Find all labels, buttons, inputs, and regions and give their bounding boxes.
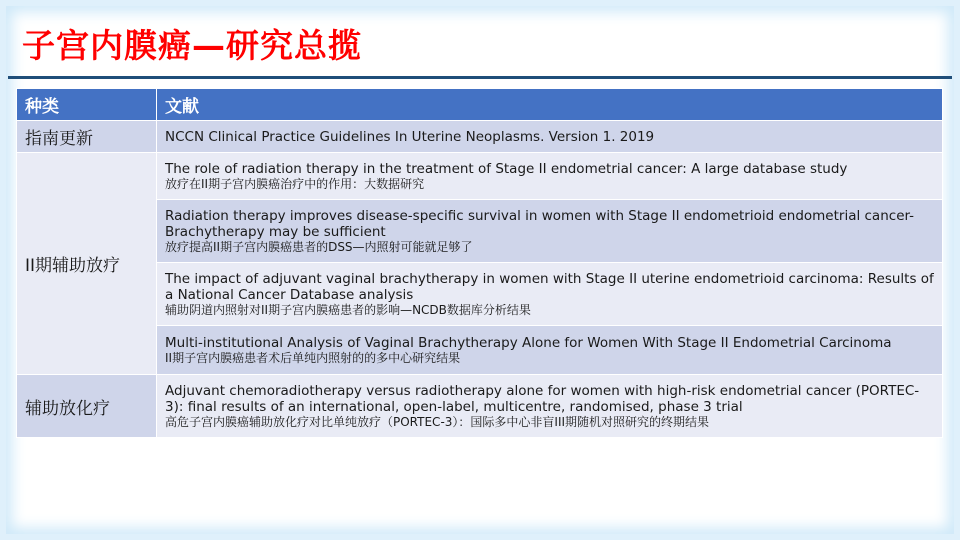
reference-title-en: NCCN Clinical Practice Guidelines In Uterine Neoplasms. Version 1. 2019: [165, 128, 655, 145]
reference-cell: [157, 263, 943, 326]
reference-title-en: Multi-institutional Analysis of Vaginal Brachytherapy Alone for Women With Stage II Endometrial Carcinoma: [165, 334, 892, 351]
header-category: 种类: [17, 89, 157, 121]
reference-title-zh: 辅助阴道内照射对II期子宫内膜癌患者的影响—NCDB数据库分析结果: [165, 302, 531, 317]
table-row: [17, 375, 943, 438]
reference-cell: [157, 121, 943, 153]
reference-title-zh: 高危子宫内膜癌辅助放化疗对比单纯放疗（PORTEC-3）：国际多中心非盲III期随机对照研究的终期结果: [165, 414, 710, 429]
category-cell: 指南更新: [17, 121, 157, 153]
table-header-row: [17, 89, 943, 121]
table-row: [17, 121, 943, 153]
reference-title-en: Radiation therapy improves disease-specific survival in women with Stage II endometrioid endometrial cancer-Brachytherapy may be sufficient: [165, 207, 915, 240]
reference-title-zh: 放疗提高II期子宫内膜癌患者的DSS—内照射可能就足够了: [165, 239, 473, 254]
reference-title-en: Adjuvant chemoradiotherapy versus radiotherapy alone for women with high-risk endometrial cancer (PORTEC-3): final results of an international, open-label, multicentre, randomised, phase 3 trial: [165, 382, 920, 415]
category-cell: II期辅助放疗: [17, 153, 157, 375]
reference-title-en: The impact of adjuvant vaginal brachytherapy in women with Stage II uterine endometrioid carcinoma: Results of a National Cancer Database analysis: [165, 270, 934, 303]
reference-title-zh: II期子宫内膜癌患者术后单纯内照射的的多中心研究结果: [165, 350, 461, 365]
title-underline: [8, 76, 952, 79]
category-cell: 辅助放化疗: [17, 375, 157, 438]
reference-title-en: The role of radiation therapy in the treatment of Stage II endometrial cancer: A large database study: [165, 160, 848, 177]
reference-cell: [157, 200, 943, 263]
reference-cell: [157, 375, 943, 438]
reference-cell: [157, 153, 943, 200]
reference-cell: [157, 326, 943, 375]
literature-table: [16, 88, 943, 438]
table-row: [17, 153, 943, 200]
reference-title-zh: 放疗在II期子宫内膜癌治疗中的作用：大数据研究: [165, 176, 425, 191]
page-title: 子宫内膜癌—研究总揽: [22, 26, 362, 65]
header-literature: 文献: [157, 89, 943, 121]
